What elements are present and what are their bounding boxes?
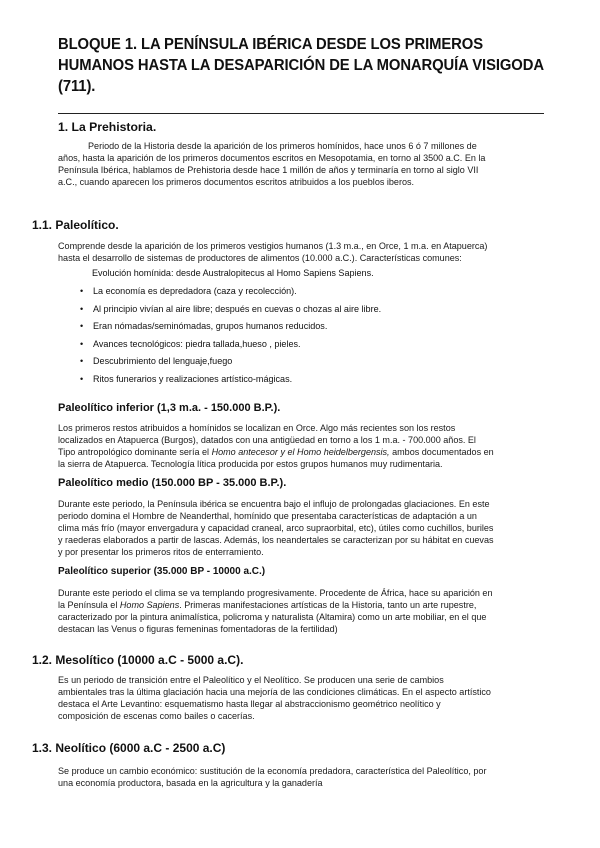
- text-line: Los primeros restos atribuidos a homínidos se localizan en Orce. Algo más recientes son los restos: [58, 423, 456, 433]
- text-line: Tipo antropológico dominante sería el Homo antecesor y el Homo heidelbergensis, ambos documentados en: [58, 447, 494, 457]
- document-title: [58, 34, 544, 97]
- section-heading-mesolitico: 1.2. Mesolítico (10000 a.C - 5000 a.C).: [32, 653, 244, 667]
- list-item: • La economía es depredadora (caza y recolección).: [80, 286, 297, 296]
- list-item: • Avances tecnológicos: piedra tallada,hueso , pieles.: [80, 338, 301, 349]
- paragraph-neolitico: [58, 765, 544, 789]
- bullet-icon: •: [80, 373, 84, 384]
- title-divider: [58, 113, 544, 114]
- text-line: Es un periodo de transición entre el Paleolítico y el Neolítico. Se producen una serie de cambios: [58, 675, 444, 685]
- title-line: (711).: [58, 78, 96, 95]
- paragraph-superior: [58, 587, 544, 635]
- text-line: y por presentar los primeros ritos de enterramiento.: [58, 547, 264, 557]
- text-line: localizados en Atapuerca (Burgos), datados con una antigüedad en torno a los 1 m.a. - 700.000 años. El: [58, 435, 476, 445]
- text-line: años, hasta la aparición de los primeros documentos escritos en Mesopotamia, en torno al 3500 a.C. En la: [58, 153, 486, 163]
- text-line: hasta el desarrollo de sistemas de productores de alimentos (10.000 a.C.). Características comunes:: [58, 253, 462, 263]
- bullet-icon: •: [80, 286, 84, 296]
- text-line: la Península el Homo Sapiens. Primeras manifestaciones artísticas de la Historia, tanto un arte rupestre,: [58, 600, 477, 610]
- text-line: una economía productora, basada en la agricultura y la ganadería: [58, 778, 323, 788]
- subsection-heading-superior: Paleolítico superior (35.000 BP - 10000 a.C.): [58, 566, 266, 577]
- subsection-heading-inferior: Paleolítico inferior (1,3 m.a. - 150.000 B.P.).: [58, 402, 281, 414]
- paragraph-prehistoria: [58, 140, 544, 188]
- list-item: • Ritos funerarios y realizaciones artístico-mágicas.: [80, 373, 293, 384]
- text-line: destacan las Venus o figuras femeninas fomentadoras de la fertilidad): [58, 624, 338, 634]
- bullet-icon: •: [80, 338, 84, 349]
- bullet-icon: •: [80, 356, 84, 367]
- bullet-icon: •: [80, 321, 84, 332]
- bullet-icon: •: [80, 303, 84, 314]
- list-item: • Al principio vivían al aire libre; después en cuevas o chozas al aire libre.: [80, 303, 382, 314]
- section-heading-paleolitico: 1.1. Paleolítico.: [32, 218, 119, 232]
- section-heading-neolitico: 1.3. Neolítico (6000 a.C - 2500 a.C): [32, 741, 226, 755]
- text-line: ambientales tras la última glaciación hacia una mejoría de las condiciones climáticas. En el aspecto artístico: [58, 687, 491, 697]
- characteristics-list: [80, 285, 381, 391]
- title-line: BLOQUE 1. LA PENÍNSULA IBÉRICA DESDE LOS PRIMEROS: [58, 36, 484, 53]
- text-line: composición de escenas como bailes o cacerías.: [58, 711, 255, 721]
- text-line: a.C., cuando aparecen los primeros documentos escritos atribuidos a los pueblos iberos.: [58, 177, 415, 187]
- list-item: • Descubrimiento del lenguaje,fuego: [80, 356, 233, 367]
- text-line: Durante este periodo el clima se va templando progresivamente. Procedente de África, hace su aparición en: [58, 588, 493, 598]
- evolution-note: Evolución homínida: desde Australopitecus al Homo Sapiens Sapiens.: [92, 268, 374, 278]
- paragraph-paleolitico: [58, 240, 544, 264]
- text-line: Se produce un cambio económico: sustitución de la economía predadora, característica del Paleolítico, por: [58, 766, 487, 776]
- subsection-heading-medio: Paleolítico medio (150.000 BP - 35.000 B.P.).: [58, 477, 287, 489]
- text-line: la sierra de Atapuerca. Tecnología lítica producida por estos grupos humanos muy rudimentaria.: [58, 459, 443, 469]
- text-line: Comprende desde la aparición de los primeros vestigios humanos (1.3 m.a., en Orce, 1 m.a. en Atapuerca): [58, 241, 488, 251]
- text-line: Península Ibérica, hablamos de Prehistoria desde hace 1 millón de años y terminaría en torno al siglo VII: [58, 165, 479, 175]
- text-line: periodo domina el Hombre de Neanderthal, homínido que presentaba características de adaptación a un: [58, 511, 477, 521]
- paragraph-medio: [58, 498, 544, 558]
- section-heading-prehistoria: 1. La Prehistoria.: [58, 120, 157, 134]
- paragraph-inferior: [58, 422, 544, 470]
- text-line: Periodo de la Historia desde la aparición de los primeros homínidos, hace unos 6 ó 7 millones de: [88, 141, 477, 151]
- list-item: • Eran nómadas/seminómadas, grupos humanos reducidos.: [80, 321, 328, 332]
- text-line: y raederas elaborados a partir de lascas. Además, los neandertales se caracterizan por su hábitat en cuevas: [58, 535, 494, 545]
- text-line: caracterizado por la pintura animalística, policroma y naturalista (Altamira) como un arte mobiliar, en el que: [58, 612, 487, 622]
- title-line: HUMANOS HASTA LA DESAPARICIÓN DE LA MONARQUÍA VISIGODA: [58, 57, 544, 74]
- text-line: destaca el Arte Levantino: esquematismo hasta llegar al abstraccionismo geométrico neolítico y: [58, 699, 441, 709]
- paragraph-mesolitico: [58, 674, 544, 722]
- text-line: clima más frío (mayor envergadura y capacidad craneal, arco supraorbital, etc), útiles como cuchillos, buriles: [58, 523, 494, 533]
- text-line: Durante este periodo, la Península ibérica se encuentra bajo el influjo de prolongadas glaciaciones. En este: [58, 499, 490, 509]
